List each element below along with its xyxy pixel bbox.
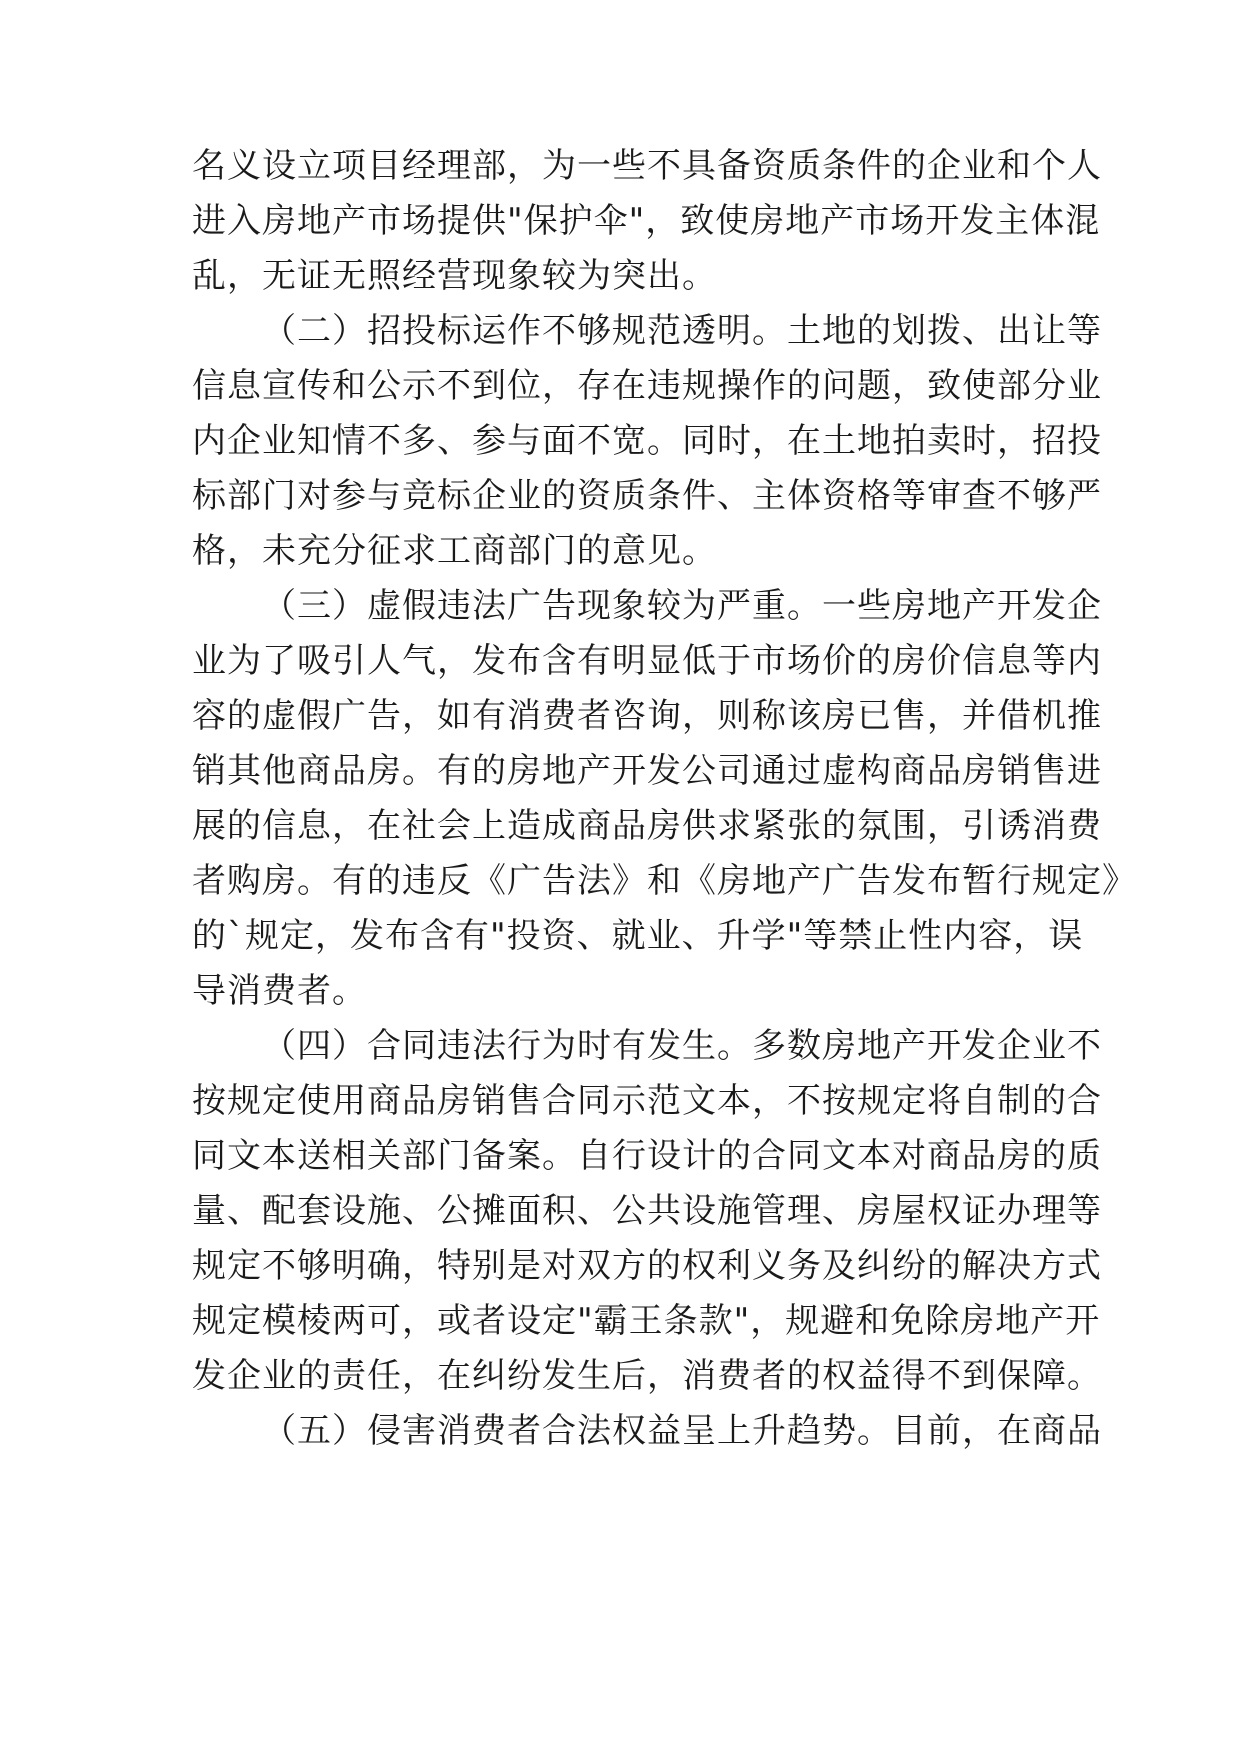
text-line: 发企业的责任，在纠纷发生后，消费者的权益得不到保障。 (192, 1356, 1102, 1396)
text-line: （三）虚假违法广告现象较为严重。一些房地产开发企 (262, 586, 1102, 626)
text-line: （五）侵害消费者合法权益呈上升趋势。目前，在商品 (262, 1411, 1102, 1451)
text-line: 展的信息，在社会上造成商品房供求紧张的氛围，引诱消费 (192, 806, 1102, 846)
text-line: 进入房地产市场提供"保护伞"，致使房地产市场开发主体混 (192, 201, 1101, 241)
text-line: 销其他商品房。有的房地产开发公司通过虚构商品房销售进 (192, 751, 1102, 791)
text-line: 的`规定，发布含有"投资、就业、升学"等禁止性内容，误 (192, 916, 1084, 956)
text-line: 业为了吸引人气，发布含有明显低于市场价的房价信息等内 (192, 641, 1102, 681)
text-line: 名义设立项目经理部，为一些不具备资质条件的企业和个人 (192, 146, 1102, 186)
text-line: 格，未充分征求工商部门的意见。 (192, 531, 717, 571)
text-line: （二）招投标运作不够规范透明。土地的划拨、出让等 (262, 311, 1102, 351)
text-line: 导消费者。 (192, 971, 367, 1011)
text-line: 乱，无证无照经营现象较为突出。 (192, 256, 717, 296)
text-line: 量、配套设施、公摊面积、公共设施管理、房屋权证办理等 (192, 1191, 1102, 1231)
text-line: 规定不够明确，特别是对双方的权利义务及纠纷的解决方式 (192, 1246, 1102, 1286)
text-line: 按规定使用商品房销售合同示范文本，不按规定将自制的合 (192, 1081, 1102, 1121)
text-line: 标部门对参与竞标企业的资质条件、主体资格等审查不够严 (192, 476, 1102, 516)
text-line: 规定模棱两可，或者设定"霸王条款"，规避和免除房地产开 (192, 1301, 1101, 1341)
text-line: 内企业知情不多、参与面不宽。同时，在土地拍卖时，招投 (192, 421, 1102, 461)
text-line: 同文本送相关部门备案。自行设计的合同文本对商品房的质 (192, 1136, 1102, 1176)
text-line: 信息宣传和公示不到位，存在违规操作的问题，致使部分业 (192, 366, 1102, 406)
text-line: 容的虚假广告，如有消费者咨询，则称该房已售，并借机推 (192, 696, 1102, 736)
text-line: （四）合同违法行为时有发生。多数房地产开发企业不 (262, 1026, 1102, 1066)
text-line: 者购房。有的违反《广告法》和《房地产广告发布暂行规定》 (192, 861, 1137, 901)
